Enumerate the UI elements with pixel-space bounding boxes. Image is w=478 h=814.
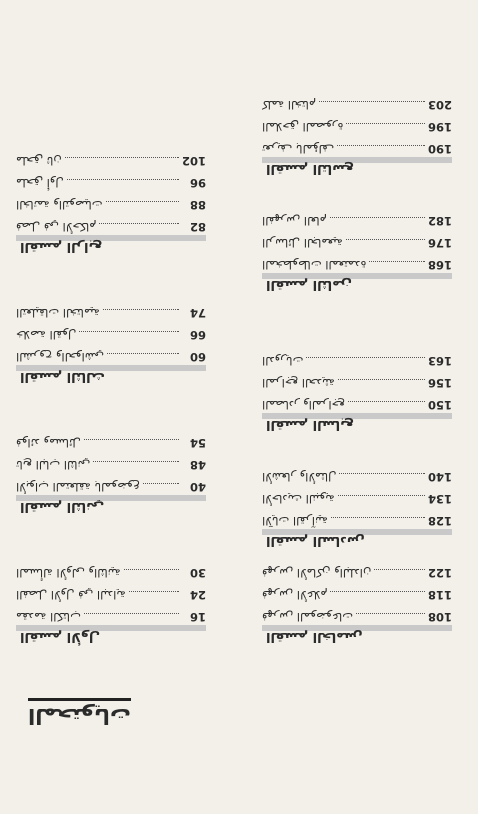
entry-title: تابع الباب الثاني <box>16 458 91 472</box>
entry-page-number: 24 <box>189 588 206 602</box>
leader-dots <box>338 379 425 380</box>
entry-page-number: 82 <box>189 220 206 234</box>
leader-dots <box>143 483 179 484</box>
section-header <box>16 624 206 644</box>
entry-page-number: 16 <box>189 610 206 624</box>
entry-title: الفصل الأول في البداية <box>16 588 126 602</box>
toc-entry[interactable] <box>262 558 452 580</box>
toc-section <box>262 558 452 644</box>
entry-page-number: 128 <box>427 514 452 528</box>
entry-title: فصل في الأحكام <box>16 220 97 234</box>
toc-entry[interactable] <box>16 428 206 450</box>
title-underline <box>28 698 131 701</box>
entry-title: كلمة الختام <box>262 98 316 112</box>
entry-title: الملاحق المصورة <box>262 120 344 134</box>
section-header-label: القسم الرابع <box>20 239 103 254</box>
section-header <box>16 494 206 514</box>
toc-entry[interactable] <box>262 390 452 412</box>
entry-page-number: 96 <box>189 176 206 190</box>
leader-dots <box>330 217 425 218</box>
leader-dots <box>369 261 425 262</box>
entry-title: ملحق ثان <box>16 154 62 168</box>
section-header <box>262 412 452 432</box>
leader-dots <box>84 439 179 440</box>
toc-entry[interactable] <box>16 168 206 190</box>
leader-dots <box>84 613 179 614</box>
toc-entry[interactable] <box>262 250 452 272</box>
toc-section <box>16 428 206 514</box>
entry-page-number: 190 <box>427 142 452 156</box>
section-header <box>262 624 452 644</box>
toc-section <box>262 462 452 548</box>
entry-page-number: 140 <box>427 470 452 484</box>
contents-title-text: المحتويات <box>28 704 131 728</box>
entry-title: الأحاديث النبوية <box>262 492 335 506</box>
toc-entry[interactable] <box>16 190 206 212</box>
leader-dots <box>330 591 425 592</box>
entry-page-number: 134 <box>427 492 452 506</box>
section-header-label: القسم الثامن <box>266 277 352 292</box>
section-header <box>16 364 206 384</box>
leader-dots <box>306 357 425 358</box>
entry-page-number: 40 <box>189 480 206 494</box>
entry-title: المصادر والمراجع <box>262 398 345 412</box>
entry-title: الأبواب المتعلقة بالموضوع <box>16 480 140 494</box>
contents-title <box>28 704 131 728</box>
entry-title: ملحق أول <box>16 176 64 190</box>
entry-page-number: 102 <box>181 154 206 168</box>
entry-title: فهرس الأماكن والبلدان <box>262 566 372 580</box>
entry-title: الرسائل الجامعية <box>262 236 343 250</box>
toc-entry[interactable] <box>16 472 206 494</box>
toc-entry[interactable] <box>262 506 452 528</box>
leader-dots <box>331 517 425 518</box>
toc-entry[interactable] <box>16 580 206 602</box>
entry-title: خلاصة القول <box>16 328 77 342</box>
section-header-label: القسم الخامس <box>266 629 363 644</box>
section-header-label: القسم الثاني <box>20 499 105 514</box>
entry-title: الآيات القرآنية <box>262 514 328 528</box>
toc-section <box>262 206 452 292</box>
entry-title: فهرس الأعلام <box>262 588 328 602</box>
entry-title: الأشعار والأمثال <box>262 470 337 484</box>
toc-entry[interactable] <box>262 368 452 390</box>
entry-title: الدوريات <box>262 354 304 368</box>
entry-page-number: 118 <box>427 588 452 602</box>
toc-entry[interactable] <box>262 206 452 228</box>
toc-entry[interactable] <box>262 484 452 506</box>
entry-page-number: 48 <box>189 458 206 472</box>
leader-dots <box>107 353 179 354</box>
entry-title: المراجع الحديثة <box>262 376 335 390</box>
leader-dots <box>337 145 425 146</box>
toc-entry[interactable] <box>262 462 452 484</box>
toc-entry[interactable] <box>16 602 206 624</box>
entry-page-number: 156 <box>427 376 452 390</box>
entry-page-number: 74 <box>189 306 206 320</box>
section-header-label: القسم السادس <box>266 533 365 548</box>
toc-entry[interactable] <box>16 450 206 472</box>
toc-section <box>16 558 206 644</box>
entry-title: فوائد ومسائل <box>16 436 81 450</box>
toc-entry[interactable] <box>16 146 206 168</box>
toc-section <box>262 90 452 176</box>
leader-dots <box>103 309 179 310</box>
toc-section <box>262 346 452 432</box>
leader-dots <box>129 591 179 592</box>
toc-entry[interactable] <box>16 342 206 364</box>
entry-page-number: 108 <box>427 610 452 624</box>
section-header <box>262 156 452 176</box>
toc-entry[interactable] <box>16 212 206 234</box>
section-header-label: القسم التاسع <box>266 161 354 176</box>
leader-dots <box>338 495 425 496</box>
toc-entry[interactable] <box>262 580 452 602</box>
toc-entry[interactable] <box>16 558 206 580</box>
toc-entry[interactable] <box>262 112 452 134</box>
leader-dots <box>79 331 179 332</box>
toc-entry[interactable] <box>262 134 452 156</box>
entry-title: تعريف بالمؤلف <box>262 142 335 156</box>
toc-entry[interactable] <box>16 298 206 320</box>
leader-dots <box>339 473 425 474</box>
entry-page-number: 182 <box>427 214 452 228</box>
entry-title: الفهرس العام <box>262 214 327 228</box>
toc-entry[interactable] <box>262 228 452 250</box>
leader-dots <box>356 613 425 614</box>
entry-page-number: 196 <box>427 120 452 134</box>
toc-section <box>16 298 206 384</box>
leader-dots <box>374 569 425 570</box>
entry-page-number: 163 <box>427 354 452 368</box>
entry-page-number: 168 <box>427 258 452 272</box>
entry-title: المخطوطات المعتمدة <box>262 258 367 272</box>
entry-page-number: 150 <box>427 398 452 412</box>
toc-entry[interactable] <box>262 90 452 112</box>
entry-page-number: 203 <box>427 98 452 112</box>
entry-page-number: 30 <box>189 566 206 580</box>
leader-dots <box>348 401 425 402</box>
section-header-label: القسم الثالث <box>20 369 105 384</box>
entry-title: فهرس الموضوعات <box>262 610 354 624</box>
entry-title: المسألة الأولى والثانية <box>16 566 121 580</box>
toc-section <box>16 146 206 254</box>
entry-page-number: 66 <box>189 328 206 342</box>
entry-page-number: 176 <box>427 236 452 250</box>
leader-dots <box>106 201 179 202</box>
section-header <box>16 234 206 254</box>
entry-title: الشروح والحواشي <box>16 350 104 364</box>
leader-dots <box>93 461 179 462</box>
leader-dots <box>99 223 179 224</box>
entry-title: مقدمة الكتاب <box>16 610 81 624</box>
entry-page-number: 88 <box>189 198 206 212</box>
leader-dots <box>65 157 179 158</box>
leader-dots <box>67 179 179 180</box>
entry-page-number: 122 <box>427 566 452 580</box>
toc-entry[interactable] <box>262 346 452 368</box>
section-header <box>262 272 452 292</box>
section-header-label: القسم السابع <box>266 417 354 432</box>
section-header-label: القسم الأول <box>20 629 101 644</box>
toc-entry[interactable] <box>262 602 452 624</box>
entry-title: التعليقات الختامية <box>16 306 100 320</box>
entry-title: الخاتمة والتوصيات <box>16 198 103 212</box>
toc-entry[interactable] <box>16 320 206 342</box>
leader-dots <box>346 239 425 240</box>
section-header <box>262 528 452 548</box>
entry-page-number: 54 <box>189 436 206 450</box>
leader-dots <box>319 101 425 102</box>
leader-dots <box>124 569 179 570</box>
leader-dots <box>346 123 425 124</box>
entry-page-number: 60 <box>189 350 206 364</box>
